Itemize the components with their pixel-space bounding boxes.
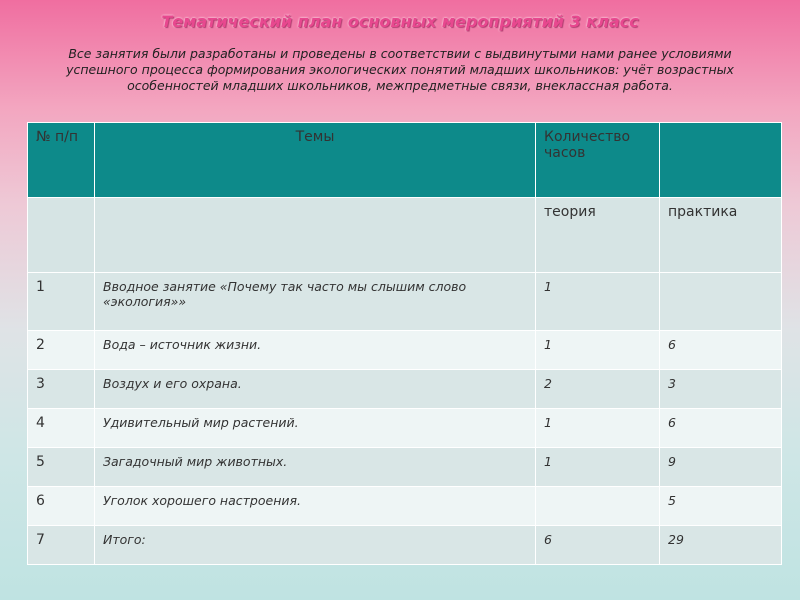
row-num: 2 [28,331,95,370]
subheader-theory: теория [536,198,660,273]
header-num: № п/п [28,123,95,198]
row-practice: 6 [660,331,782,370]
subheader-empty-num [28,198,95,273]
row-theory: 6 [536,526,660,565]
row-theme: Удивительный мир растений. [95,409,536,448]
row-theme: Вода – источник жизни. [95,331,536,370]
row-theme: Уголок хорошего настроения. [95,487,536,526]
header-empty [660,123,782,198]
table-row [28,526,782,565]
row-num: 5 [28,448,95,487]
row-theme: Воздух и его охрана. [95,370,536,409]
row-theory: 1 [536,409,660,448]
row-num: 6 [28,487,95,526]
row-theory: 2 [536,370,660,409]
row-theory: 1 [536,331,660,370]
page-title: Тематический план основных мероприятий 3 класс [161,12,639,31]
row-practice: 5 [660,487,782,526]
row-theory: 1 [536,448,660,487]
row-theme: Загадочный мир животных. [95,448,536,487]
row-num: 3 [28,370,95,409]
row-practice: 3 [660,370,782,409]
row-practice: 29 [660,526,782,565]
row-theory [536,487,660,526]
page-subtitle: Все занятия были разработаны и проведены в соответствии с выдвинутыми нами ранее условиями успешного процесса формирования экологических понятий младших школьников: учёт возрастных особенностей младших школьников, межпредметные связи, внеклассная работа. [66,46,734,93]
row-theory: 1 [536,273,660,331]
table-row [28,409,782,448]
row-theme: Вводное занятие «Почему так часто мы слышим слово «экология»» [95,273,536,331]
subheader-empty-themes [95,198,536,273]
table-row [28,273,782,331]
table-row [28,331,782,370]
thematic-plan-table [27,122,782,565]
table-row [28,448,782,487]
table-row [28,487,782,526]
row-theme: Итого: [95,526,536,565]
row-num: 4 [28,409,95,448]
row-num: 1 [28,273,95,331]
table-row [28,370,782,409]
table-header-row [28,123,782,198]
row-practice: 6 [660,409,782,448]
header-themes: Темы [95,123,536,198]
subheader-practice: практика [660,198,782,273]
row-num: 7 [28,526,95,565]
row-practice: 9 [660,448,782,487]
header-hours: Количество часов [536,123,660,198]
table-subheader-row [28,198,782,273]
row-practice [660,273,782,331]
